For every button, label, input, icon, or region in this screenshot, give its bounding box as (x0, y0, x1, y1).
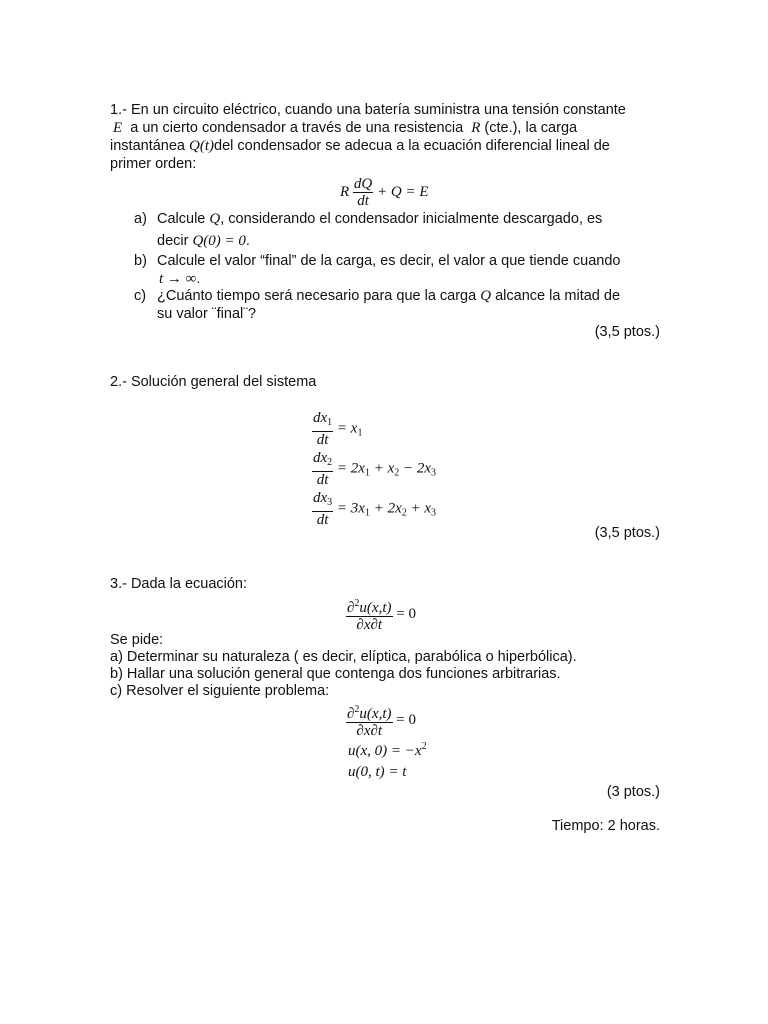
p1-c-line-2: su valor ¨final¨? (157, 306, 257, 322)
p2-points: (3,5 ptos.) (594, 525, 660, 541)
p1-a-label: a) (134, 211, 147, 227)
p3-points: (3 ptos.) (606, 784, 660, 800)
p3-item-a: a) Determinar su naturaleza ( es decir, elíptica, parabólica o hiperbólica). (110, 649, 577, 665)
p3-item-b: b) Hallar una solución general que contenga dos funciones arbitrarias. (110, 666, 561, 682)
p1-b-line-1: Calcule el valor “final” de la carga, es decir, el valor a que tiende cuando (157, 253, 621, 269)
p1-b-label: b) (134, 253, 147, 269)
p3-condition-1: u(x, $0) = -x^2$ (348, 741, 427, 759)
p1-line-4: primer orden: (110, 156, 197, 172)
p1-line-3: instantánea Q(t)del condensador se adecua a la ecuación diferencial lineal de (110, 138, 610, 154)
p3-problem-equation: $\frac{\partial^2u(x,t)}{\partial x\partial t}$ = 0 (347, 704, 416, 739)
p1-line-2: E a un cierto condensador a través de una resistencia R (cte.), la carga (113, 120, 578, 136)
p3-title: 3.- Dada la ecuación: (110, 576, 248, 592)
p3-equation: $\frac{\partial^2u(x,t)}{\partial x\partial t}$ = 0 (347, 598, 416, 633)
p1-equation: R $\frac{dQ}{dt}$ + Q = E (340, 176, 429, 209)
p1-line-1: 1.- En un circuito eléctrico, cuando una batería suministra una tensión constante (110, 102, 626, 118)
p1-a-line-2: decir Q(0) = 0. (157, 233, 250, 249)
p2-equation-3: $\frac{dx_3}{dt}$ = $3x_1 + 2x_2 + x_3$ (313, 490, 437, 528)
p2-equation-1: $\frac{dx_1}{dt}$ = $x_1$ (313, 410, 363, 448)
p1-a-line-1: Calcule Q, considerando el condensador inicialmente descargado, es (157, 211, 603, 227)
p2-title: 2.- Solución general del sistema (110, 374, 317, 390)
p3-item-c: c) Resolver el siguiente problema: (110, 683, 330, 699)
p1-points: (3,5 ptos.) (594, 324, 660, 340)
p1-c-label: c) (134, 288, 147, 304)
time-limit: Tiempo: 2 horas. (551, 818, 660, 834)
p3-condition-2: u(0, t) = t (348, 764, 407, 780)
p1-c-line-1: ¿Cuánto tiempo será necesario para que la carga Q alcance la mitad de (157, 288, 621, 304)
p3-se-pide: Se pide: (110, 632, 164, 648)
p1-b-line-2: t → ∞. (159, 271, 201, 287)
p2-equation-2: $\frac{dx_2}{dt}$ = $2x_1 + x_2 - 2x_3$ (313, 450, 437, 488)
